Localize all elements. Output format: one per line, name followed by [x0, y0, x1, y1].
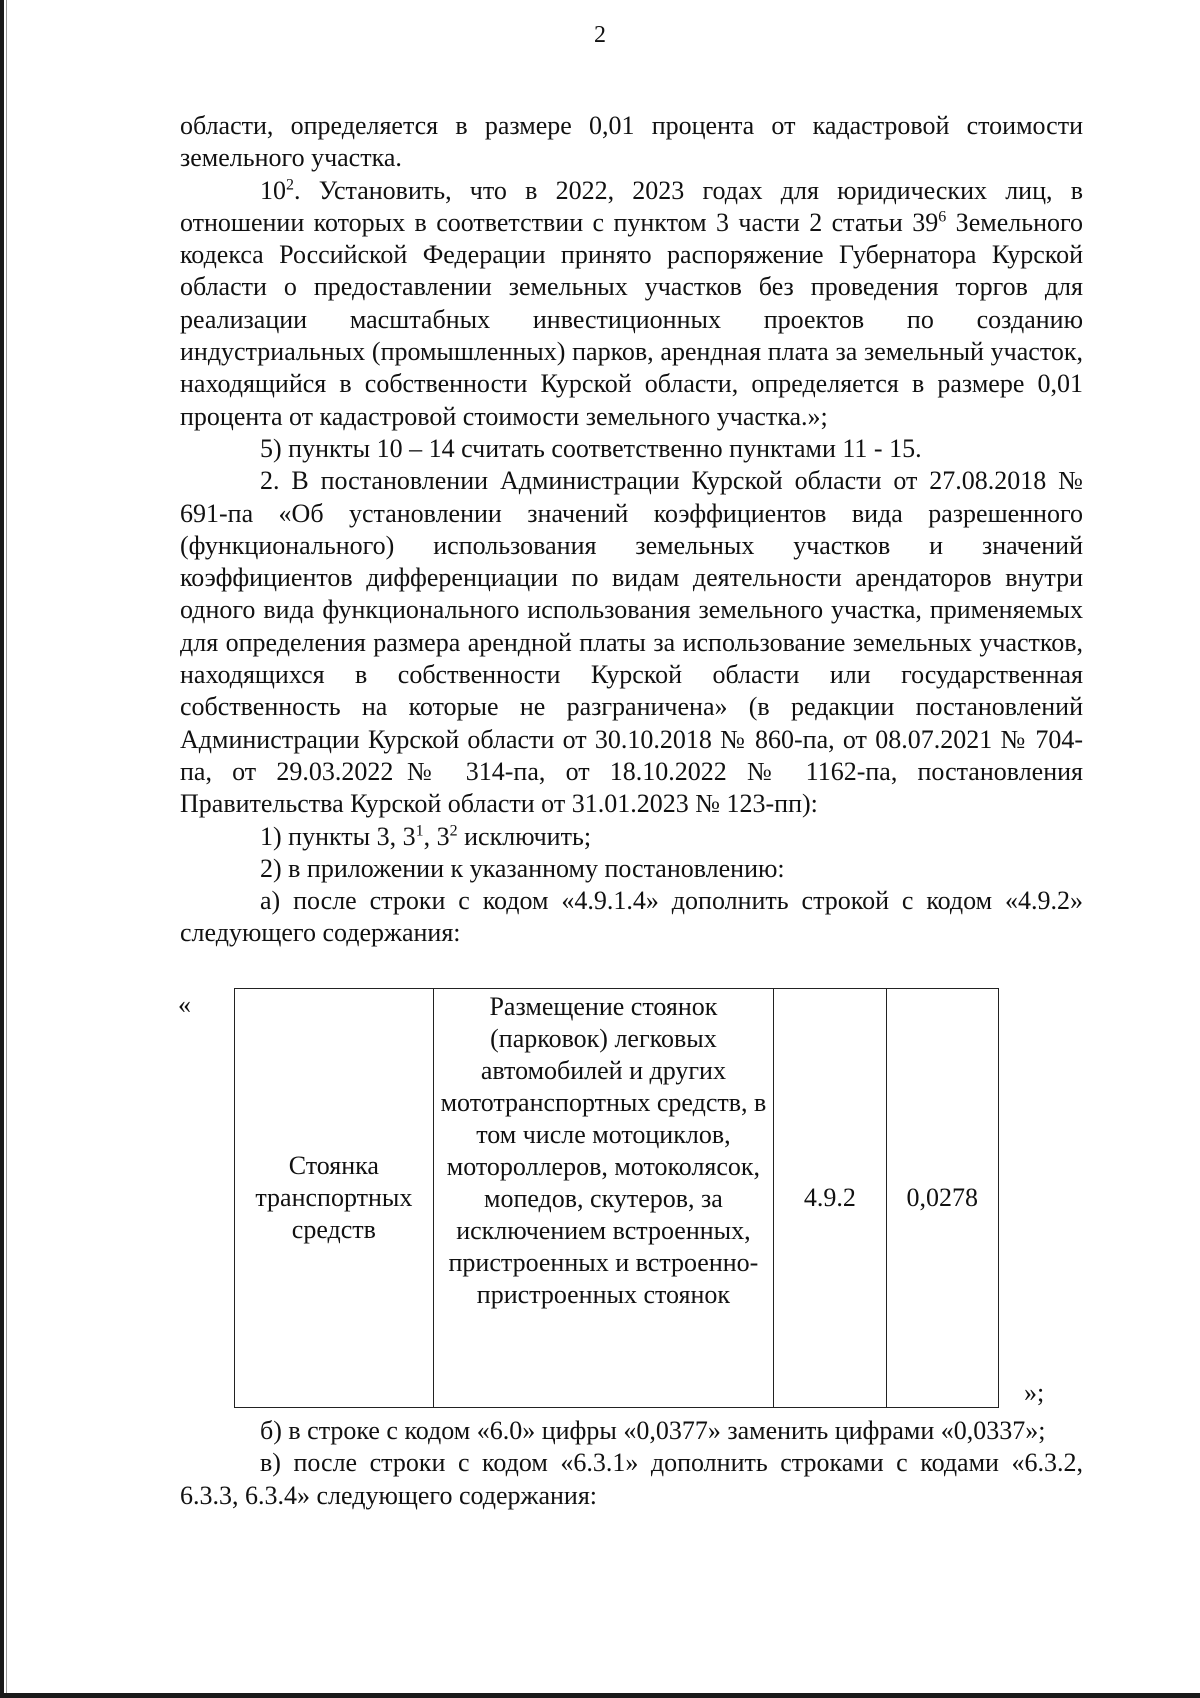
- paragraph: [180, 110, 1083, 175]
- paragraph: [180, 853, 1083, 885]
- document-text-bottom: [180, 1415, 1083, 1512]
- text-run: , 3: [423, 821, 450, 851]
- superscript: 1: [415, 821, 424, 839]
- text-run: 2. В постановлении Администрации Курской области от 27.08.2018 № 691-па «Об установлении значений коэффициентов вида разрешенного (функционального) использования земельных участков и значений коэффициентов дифференциации по видам деятельности арендаторов внутри одного вида функционального использования земельного участка, применяемых для определения размера арендной платы за использование земельных участков, находящихся в собственности Курской области или государственная собственность на которые не разграничена» (в редакции постановлений Администрации Курской области от 30.10.2018 № 860-па, от 08.07.2021 № 704-па, от 29.03.2022№ 314-па, от 18.10.2022 № 1162-па, постановления Правительства Курской области от 31.01.2023 № 123-пп):: [180, 466, 1083, 819]
- paragraph: [180, 465, 1083, 820]
- text-run: 10: [260, 175, 286, 205]
- superscript: 2: [286, 175, 294, 193]
- superscript: 6: [938, 208, 947, 226]
- open-quote: «: [178, 990, 191, 1019]
- text-run: Земельного кодекса Российской Федерации принято распоряжение Губернатора Курской области о предоставлении земельных участков без проведения торгов для реализации масштабных инвестиционных проектов по созданию индустриальных (промышленных) парков, арендная плата за земельный участок, находящийся в собственности Курской области, определяется в размере 0,01 процента от кадастровой стоимости земельного участка.»;: [180, 207, 1083, 431]
- text-run: . Установить, что в 2022, 2023 годах для юридических лиц, в отношении которых в соответствии с пунктом 3 части 2 статьи 39: [180, 175, 1083, 237]
- text-run: исключить;: [457, 821, 592, 851]
- inserted-row-table: [234, 988, 999, 1408]
- land-use-description-cell: Размещение стоянок (парковок) легковых автомобилей и других мототранспортных средств, в том числе мотоциклов, мотороллеров, мотоколясок, мопедов, скутеров, за исключением встроенных, пристроенных и встроенно-пристроенных стоянок: [433, 989, 773, 1408]
- text-run: а) после строки с кодом «4.9.1.4» дополнить строкой с кодом «4.9.2» следующего содержания:: [180, 886, 1083, 948]
- document-text-top: [180, 110, 1083, 950]
- paragraph: [180, 821, 1083, 853]
- scan-edge-bottom: [0, 1693, 1200, 1698]
- text-run: 5) пункты 10 – 14 считать соответственно пунктами 11 - 15.: [260, 433, 922, 463]
- text-run: области, определяется в размере 0,01 процента от кадастровой стоимости земельного участка.: [180, 111, 1083, 173]
- paragraph: [180, 1447, 1083, 1512]
- table-row: [235, 989, 999, 1408]
- paragraph: [180, 433, 1083, 465]
- text-run: б) в строке с кодом «6.0» цифры «0,0377» заменить цифрами «0,0337»;: [260, 1416, 1046, 1445]
- page-number: 2: [594, 22, 606, 48]
- paragraph: [180, 1415, 1083, 1447]
- scan-edge-line: [6, 0, 7, 1698]
- close-quote: »;: [1024, 1378, 1045, 1407]
- land-use-code-cell: 4.9.2: [774, 989, 886, 1408]
- paragraph: [180, 175, 1083, 433]
- superscript: 2: [449, 821, 458, 839]
- text-run: в) после строки с кодом «6.3.1» дополнить строками с кодами «6.3.2, 6.3.3, 6.3.4» следующего содержания:: [180, 1448, 1083, 1510]
- text-run: 1) пункты 3, 3: [260, 821, 416, 851]
- coefficient-cell: 0,0278: [886, 989, 998, 1408]
- land-use-name-cell: Стоянка транспортных средств: [235, 989, 434, 1408]
- paragraph: [180, 885, 1083, 950]
- text-run: 2) в приложении к указанному постановлению:: [260, 853, 785, 883]
- scan-edge: [0, 0, 4, 1698]
